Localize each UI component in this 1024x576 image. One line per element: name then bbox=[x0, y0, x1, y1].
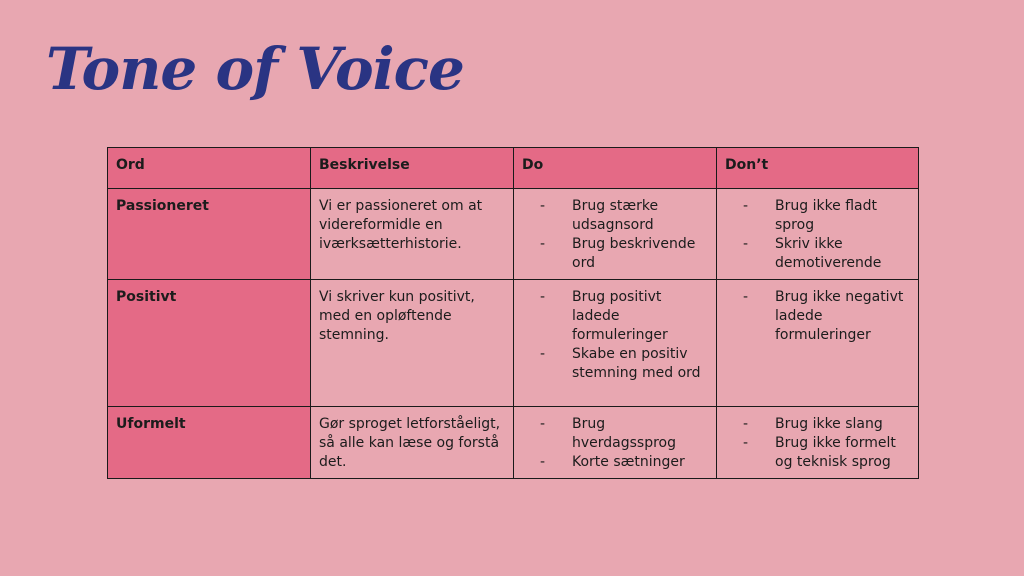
list-item: - Brug ikke negativt ladede formuleringer bbox=[725, 288, 910, 345]
row-beskrivelse: Vi skriver kun positivt, med en opløftende stemning. bbox=[311, 280, 514, 407]
list-item: - Skabe en positiv stemning med ord bbox=[522, 345, 708, 383]
header-beskrivelse: Beskrivelse bbox=[311, 148, 514, 189]
header-do: Do bbox=[514, 148, 717, 189]
row-beskrivelse: Gør sproget letforståeligt, så alle kan læse og forstå det. bbox=[311, 407, 514, 479]
page-title: Tone of Voice bbox=[46, 35, 464, 103]
header-ord: Ord bbox=[108, 148, 311, 189]
tone-of-voice-table bbox=[107, 147, 919, 479]
list-item: - Brug positivt ladede formuleringer bbox=[522, 288, 708, 345]
list-item: - Skriv ikke demotiverende bbox=[725, 235, 910, 273]
row-do bbox=[514, 407, 717, 479]
list-item: - Brug stærke udsagnsord bbox=[522, 197, 708, 235]
list-item: - Brug ikke formelt og teknisk sprog bbox=[725, 434, 910, 472]
list-item: - Brug ikke fladt sprog bbox=[725, 197, 910, 235]
row-do bbox=[514, 280, 717, 407]
row-beskrivelse: Vi er passioneret om at videreformidle en iværksætterhistorie. bbox=[311, 189, 514, 280]
row-dont bbox=[717, 407, 919, 479]
row-dont bbox=[717, 280, 919, 407]
row-ord: Passioneret bbox=[108, 189, 311, 280]
table-header-row bbox=[108, 148, 919, 189]
table-row bbox=[108, 280, 919, 407]
row-dont bbox=[717, 189, 919, 280]
list-item: - Brug ikke slang bbox=[725, 415, 910, 434]
row-ord: Uformelt bbox=[108, 407, 311, 479]
list-item: - Korte sætninger bbox=[522, 453, 708, 472]
row-ord: Positivt bbox=[108, 280, 311, 407]
table-row bbox=[108, 407, 919, 479]
list-item: - Brug hverdagssprog bbox=[522, 415, 708, 453]
table-row bbox=[108, 189, 919, 280]
row-do bbox=[514, 189, 717, 280]
header-dont: Don’t bbox=[717, 148, 919, 189]
list-item: - Brug beskrivende ord bbox=[522, 235, 708, 273]
